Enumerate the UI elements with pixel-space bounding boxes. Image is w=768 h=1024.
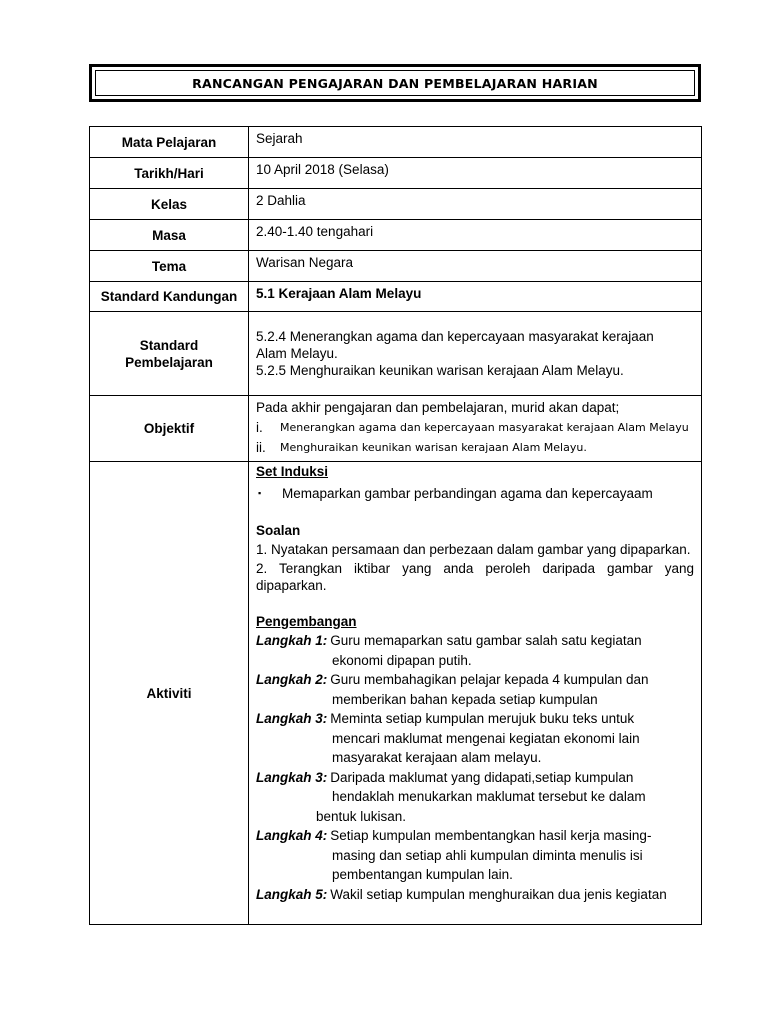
list-item bbox=[256, 438, 694, 458]
step-text: Meminta setiap kumpulan merujuk buku teks untuk bbox=[330, 711, 635, 726]
label-line: Pembelajaran bbox=[125, 354, 213, 370]
row-value: 2 Dahlia bbox=[249, 189, 702, 220]
row-value: 5.1 Kerajaan Alam Melayu bbox=[249, 282, 702, 312]
step-text: Daripada maklumat yang didapati,setiap kumpulan bbox=[330, 769, 634, 785]
set-induksi-heading: Set Induksi bbox=[256, 464, 329, 479]
row-value bbox=[249, 396, 702, 462]
item-number: i. bbox=[256, 420, 263, 435]
row-value: Sejarah bbox=[249, 127, 702, 158]
standard-line: Alam Melayu. bbox=[256, 346, 338, 361]
table-row bbox=[90, 282, 702, 312]
step-item bbox=[256, 670, 694, 690]
objective-list bbox=[256, 418, 694, 458]
bullet-icon: ▪ bbox=[258, 487, 262, 498]
title-box bbox=[89, 64, 701, 102]
standard-line: 5.2.4 Menerangkan agama dan kepercayaan masyarakat kerajaan bbox=[256, 329, 654, 344]
spacer bbox=[256, 594, 694, 612]
list-item bbox=[256, 484, 694, 504]
step-text: Wakil setiap kumpulan menghuraikan dua jenis kegiatan bbox=[330, 886, 667, 902]
standard-line: 5.2.5 Menghuraikan keunikan warisan kerajaan Alam Melayu. bbox=[256, 363, 624, 378]
step-text: memberikan bahan kepada setiap kumpulan bbox=[332, 691, 598, 707]
table-row bbox=[90, 127, 702, 158]
row-label: Aktiviti bbox=[90, 462, 249, 925]
row-value: 2.40-1.40 tengahari bbox=[249, 220, 702, 251]
step-label: Langkah 1: bbox=[256, 633, 328, 648]
row-label: Tema bbox=[90, 251, 249, 282]
table-row bbox=[90, 462, 702, 925]
list-item bbox=[256, 418, 694, 438]
step-text: pembentangan kumpulan lain. bbox=[332, 867, 513, 882]
item-text: Menghuraikan keunikan warisan kerajaan Alam Melayu. bbox=[280, 441, 587, 454]
row-label: Masa bbox=[90, 220, 249, 251]
step-text: mencari maklumat mengenai kegiatan ekonomi lain bbox=[332, 730, 640, 746]
table-row bbox=[90, 158, 702, 189]
row-label: Mata Pelajaran bbox=[90, 127, 249, 158]
step-text: masyarakat kerajaan alam melayu. bbox=[332, 750, 542, 765]
table-row bbox=[90, 396, 702, 462]
question-item: 1. Nyatakan persamaan dan perbezaan dalam gambar yang dipaparkan. bbox=[256, 541, 691, 557]
question-item: 2. Terangkan iktibar yang anda peroleh daripada gambar yang dipaparkan. bbox=[256, 560, 694, 593]
table-row bbox=[90, 251, 702, 282]
row-label bbox=[90, 312, 249, 396]
row-label: Standard Kandungan bbox=[90, 282, 249, 312]
step-label: Langkah 2: bbox=[256, 672, 328, 687]
step-text: hendaklah menukarkan maklumat tersebut ke dalam bbox=[332, 789, 646, 804]
row-label: Kelas bbox=[90, 189, 249, 220]
row-value: 10 April 2018 (Selasa) bbox=[249, 158, 702, 189]
table-row bbox=[90, 189, 702, 220]
step-text: masing dan setiap ahli kumpulan diminta menulis isi bbox=[332, 847, 643, 863]
bullet-text: Memaparkan gambar perbandingan agama dan kepercayaam bbox=[282, 485, 653, 501]
pengembangan-heading: Pengembangan bbox=[256, 613, 357, 629]
objective-intro: Pada akhir pengajaran dan pembelajaran, murid akan dapat; bbox=[256, 400, 620, 415]
step-item bbox=[256, 768, 694, 788]
table-row bbox=[90, 312, 702, 396]
step-text: Guru memaparkan satu gambar salah satu kegiatan bbox=[330, 633, 642, 648]
step-label: Langkah 3: bbox=[256, 769, 328, 785]
step-label: Langkah 5: bbox=[256, 886, 328, 902]
row-value: Warisan Negara bbox=[249, 251, 702, 282]
step-label: Langkah 3: bbox=[256, 711, 328, 726]
step-text: Guru membahagikan pelajar kepada 4 kumpulan dan bbox=[330, 672, 649, 687]
item-number: ii. bbox=[256, 440, 266, 455]
step-text: ekonomi dipapan putih. bbox=[332, 652, 472, 668]
step-text: bentuk lukisan. bbox=[316, 808, 407, 824]
item-text: Menerangkan agama dan kepercayaan masyarakat kerajaan Alam Melayu bbox=[280, 421, 689, 434]
step-item bbox=[256, 631, 694, 651]
row-label: Tarikh/Hari bbox=[90, 158, 249, 189]
row-value bbox=[249, 312, 702, 396]
step-item bbox=[256, 826, 694, 846]
soalan-heading: Soalan bbox=[256, 523, 301, 538]
row-label: Objektif bbox=[90, 396, 249, 462]
step-label: Langkah 4: bbox=[256, 828, 328, 843]
step-item bbox=[256, 885, 694, 905]
lesson-plan-table bbox=[89, 126, 702, 925]
row-value bbox=[249, 462, 702, 925]
document-title: RANCANGAN PENGAJARAN DAN PEMBELAJARAN HARIAN bbox=[95, 70, 695, 96]
step-item bbox=[256, 709, 694, 729]
spacer bbox=[256, 503, 694, 521]
label-line: Standard bbox=[139, 337, 199, 353]
step-text: Setiap kumpulan membentangkan hasil kerja masing- bbox=[330, 828, 652, 843]
table-row bbox=[90, 220, 702, 251]
